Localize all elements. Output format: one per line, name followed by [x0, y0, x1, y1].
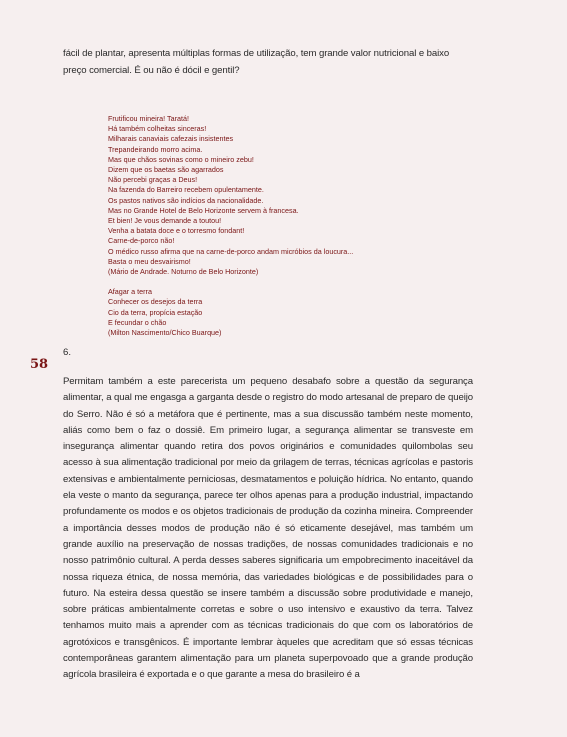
poem-line: Frutificou mineira! Taratá!	[108, 114, 189, 123]
poem-line: E fecundar o chão	[108, 317, 167, 327]
poem-line: Há também colheitas sinceras!	[108, 124, 207, 134]
poem-attribution: (Mário de Andrade. Noturno de Belo Horizonte)	[108, 267, 259, 277]
poem-line: Não percebi graças a Deus!	[108, 175, 198, 185]
poem-line: Conhecer os desejos da terra	[108, 297, 203, 307]
poem-line: Venha a batata doce e o torresmo fondant!	[108, 226, 245, 236]
poem-line: Mas que chãos sovinas como o mineiro zebu!	[108, 154, 254, 164]
poem-quotation	[108, 114, 468, 338]
poem-line: Et bien! Je vous demande a toutou!	[108, 216, 222, 226]
poem-line: Na fazenda do Barreiro recebem opulentamente.	[108, 185, 264, 195]
poem-line: Mas no Grande Hotel de Belo Horizonte servem à francesa.	[108, 205, 299, 215]
stanza-gap	[108, 277, 468, 287]
poem-line: Dizem que os baetas são agarrados	[108, 165, 224, 175]
poem-line: Trepandeirando morro acima.	[108, 144, 203, 154]
poem-line: Os pastos nativos são indícios da nacionalidade.	[108, 195, 264, 205]
page-number: 58	[30, 357, 49, 372]
poem-line: Milharais canaviais cafezais insistentes	[108, 134, 234, 144]
intro-paragraph: fácil de plantar, apresenta múltiplas formas de utilização, tem grande valor nutricional e baixo preço comercial. É ou não é dócil e gentil?	[63, 48, 450, 76]
body-paragraph: Permitam também a este parecerista um pequeno desabafo sobre a questão da segurança alimentar, a qual me engasga a garganta desde o registro do modo artesanal de preparo de queijo do Serro. Não é só a metáfora que é pertinente, mas a sua discussão também neste momento, aliás como bem o faz o dossiê. Em primeiro lugar, a segurança alimentar se transveste em insegurança alimentar quando retira dos povos originários e comunidades quilombolas seu acesso à sua alimentação tradicional por meio da grilagem de terras, técnicas agrícolas e pastoris extensivas e ambientalmente perniciosas, desmatamentos e poluição hídrica. No entanto, quando ela veste o manto da segurança, parece ter olhos apenas para a produção industrial, impactando profundamente os modos e os objetos tradicionais de produção da cozinha mineira. Compreender a importância desses modos de produção não é só eticamente desejável, mas também um grande auxílio na preservação de nossas tradições, de nossas comunidades tradicionais e no nosso patrimônio cultural. A perda desses saberes significaria um empobrecimento inaceitável da nossa riqueza étnica, de nossa memória, das variedades biológicas e de possibilidades para o futuro. Na esteira dessa questão se insere também a discussão sobre produtividade e manejo, sobre práticas ambientalmente corretas e sobre o uso intensivo e exaustivo da terra. Talvez tenhamos muito mais a aprender com as técnicas tradicionais do que com os laboratórios de agrotóxicos e transgênicos. É importante lembrar àqueles que acreditam que só essas técnicas contemporâneas garantem alimentação para um planeta superpovoado que a grande produção agrícola brasileira é exportada e o que garante a mesa do brasileiro é a	[63, 376, 473, 681]
poem-line: Basta o meu desvairismo!	[108, 256, 191, 266]
poem-line: Cio da terra, propícia estação	[108, 307, 203, 317]
poem-line: Afagar a terra	[108, 287, 152, 297]
poem-attribution: (Milton Nascimento/Chico Buarque)	[108, 328, 222, 338]
section-number: 6.	[63, 347, 72, 358]
poem-line: Carne-de-porco não!	[108, 236, 175, 246]
poem-line: O médico russo afirma que na carne-de-porco andam micróbios da loucura...	[108, 246, 354, 256]
